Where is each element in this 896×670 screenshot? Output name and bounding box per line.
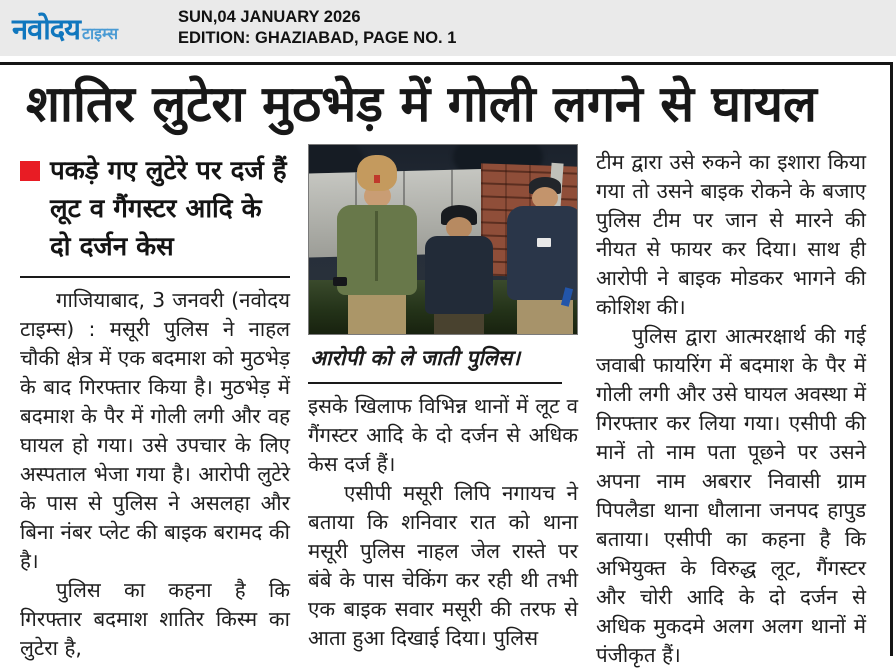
body-paragraph: टीम द्वारा उसे रुकने का इशारा किया गया तो उसने बाइक रोकने के बजाए पुलिस टीम पर जान से मारने की नीयत से फायर कर दिया। साथ ही आरोपी ने बाइक मोडकर भागने की कोशिश की। bbox=[596, 149, 866, 319]
masthead bbox=[0, 0, 896, 56]
article-headline: शातिर लुटेरा मुठभेड़ में गोली लगने से घायल bbox=[26, 75, 817, 133]
right-column-text bbox=[596, 144, 866, 670]
body-paragraph: पुलिस द्वारा आत्मरक्षार्थ की गई जवाबी फायरिंग में बदमाश के पैर में गोली लगी और उसे घायल अवस्था में गिरफ्तार कर लिया गया। एसीपी की मानें तो नाम पता पूछने पर उसने अपना नाम अबरार निवासी ग्राम पिपलैडा थाना धौलाना जनपद हापुड बताया। एसीपी का कहना है कि अभियुक्त के विरुद्ध लूट, गैंगस्टर और चोरी आदि के दो दर्जन से अधिक मुकदमे अलग अलग थानों में पंजीकृत हैं। bbox=[596, 323, 866, 667]
body-paragraph: एसीपी मसूरी लिपि नगायच ने बताया कि शनिवार रात को थाना मसूरी पुलिस नाहल जेल रास्ते पर बंबे के पास चेकिंग कर रही थी तभी एक बाइक सवार मसूरी की तरफ से आता हुआ दिखाई दिया। पुलिस bbox=[308, 480, 578, 650]
navy-hooded-jacket bbox=[507, 206, 578, 300]
masthead-date: SUN,04 JANUARY 2026 bbox=[178, 8, 361, 26]
subhead-divider bbox=[20, 276, 290, 278]
news-photo bbox=[308, 144, 578, 335]
article-subhead bbox=[20, 144, 290, 266]
logo-sub-text: टाइम्स bbox=[81, 23, 119, 43]
photo-caption: आरोपी को ले जाती पुलिस। bbox=[310, 345, 521, 370]
caption-divider bbox=[308, 382, 562, 384]
green-jacket bbox=[337, 205, 417, 295]
pistol bbox=[333, 277, 347, 286]
left-column bbox=[20, 144, 290, 670]
subhead-text: पकड़े गए लुटेरे पर दर्ज हैं लूट व गैंगस्टर आदि के दो दर्जन केस bbox=[50, 155, 287, 262]
beanie-badge bbox=[374, 175, 380, 183]
masthead-edition: EDITION: GHAZIABAD, PAGE NO. 1 bbox=[178, 29, 457, 47]
jacket-zipper bbox=[375, 211, 378, 281]
khaki-pants bbox=[348, 295, 406, 335]
photo-policeman-left-figure bbox=[337, 155, 417, 335]
middle-column bbox=[308, 144, 578, 670]
photo-suspect-figure bbox=[425, 205, 493, 335]
photo-policeman-right-figure bbox=[507, 177, 578, 334]
masthead-date-block bbox=[178, 7, 456, 49]
middle-column-text bbox=[308, 392, 578, 653]
jacket-logo-patch bbox=[537, 238, 551, 247]
body-paragraph: इसके खिलाफ विभिन्न थानों में लूट व गैंगस्टर आदि के दो दर्जन से अधिक केस दर्ज हैं। bbox=[308, 393, 578, 476]
body-paragraph: पुलिस का कहना है कि गिरफ्तार बदमाश शातिर किस्म का लुटेरा है, bbox=[20, 577, 290, 660]
dark-pants bbox=[434, 314, 484, 335]
red-square-bullet-icon bbox=[20, 161, 40, 181]
newspaper-logo bbox=[12, 9, 164, 48]
left-column-text bbox=[20, 286, 290, 663]
article-container bbox=[0, 62, 893, 667]
beanie-hat bbox=[357, 155, 397, 191]
navy-jacket bbox=[425, 236, 493, 314]
right-column bbox=[596, 144, 866, 670]
article-columns bbox=[20, 144, 866, 670]
logo-main-text: नवोदय bbox=[12, 11, 80, 46]
body-paragraph: गाजियाबाद, 3 जनवरी (नवोदय टाइम्स) : मसूरी पुलिस ने नाहल चौकी क्षेत्र में एक बदमाश को मुठभेड़ के बाद गिरफ्तार किया है। मुठभेड़ में बदमाश के पैर में गोली लगी और वह घायल हो गया। उसे उपचार के लिए अस्पताल भेजा गया है। आरोपी लुटेरे के पास से पुलिस ने असलहा और बिना नंबर प्लेट की बाइक बरामद की है। bbox=[20, 287, 290, 573]
